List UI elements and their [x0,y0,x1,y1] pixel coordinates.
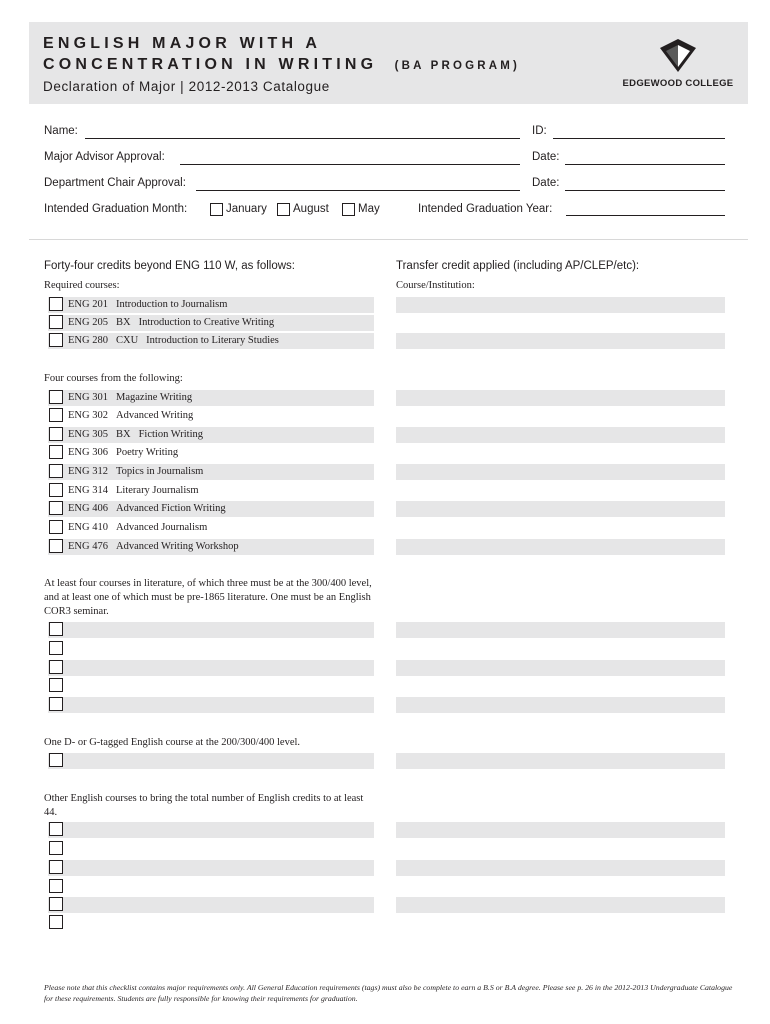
chair-date-label: Date: [532,177,560,189]
eng314-checkbox[interactable] [49,483,63,497]
other-checkbox[interactable] [49,915,63,929]
transfer-heading: Transfer credit applied (including AP/CLEP/etc): [396,260,640,272]
transfer-field[interactable] [396,660,725,676]
course-title: Advanced Writing Workshop [116,541,239,552]
course-title: Advanced Journalism [116,522,208,533]
eng301-checkbox[interactable] [49,390,63,404]
advisor-approval-field[interactable] [180,164,520,165]
chair-date-field[interactable] [565,190,725,191]
course-title: Topics in Journalism [116,466,204,477]
grad-month-label: Intended Graduation Month: [44,203,188,215]
course-title: Literary Journalism [116,485,199,496]
course-code: ENG 201 [68,299,108,310]
logo-text: EDGEWOOD COLLEGE [622,78,734,89]
course-code: ENG 410 [68,522,108,533]
transfer-field[interactable] [396,501,725,517]
eng201-checkbox[interactable] [49,297,63,311]
literature-requirement: At least four courses in literature, of which three must be at the 300/400 level, and at least one of which must be pre-1865 literature. One must be an English COR3 seminar. [44,578,372,617]
course-title: Fiction Writing [138,429,204,440]
other-row[interactable] [48,897,374,913]
course-eng302 [68,408,193,424]
college-logo [619,38,737,92]
credits-heading: Forty-four credits beyond ENG 110 W, as follows: [44,260,295,272]
course-eng301 [68,390,192,406]
other-checkbox[interactable] [49,822,63,836]
course-title: Introduction to Journalism [116,299,228,310]
course-title: Introduction to Creative Writing [138,317,275,328]
transfer-field[interactable] [396,539,725,555]
name-label: Name: [44,125,78,137]
title-line-1: ENGLISH MAJOR WITH A [43,35,322,52]
other-checkbox[interactable] [49,841,63,855]
course-title: Magazine Writing [116,392,193,403]
course-eng410 [68,520,207,536]
title-main: CONCENTRATION IN WRITING [43,56,378,73]
course-eng406 [68,501,226,517]
chair-approval-field[interactable] [196,190,520,191]
course-eng205 [68,315,274,331]
course-code: ENG 476 [68,541,108,552]
transfer-field[interactable] [396,297,725,313]
may-label: May [358,203,380,215]
course-eng476 [68,539,239,555]
course-eng306 [68,445,178,461]
literature-checkbox[interactable] [49,622,63,636]
transfer-field[interactable] [396,860,725,876]
course-eng312 [68,464,203,480]
footer-note: Please note that this checklist contains major requirements only. All General Education requirements (tags) must also be complete to earn a B.S or B.A degree. Please see p. 26 in the 2012-2013 Undergraduate Catalogue for these requirements. Students are fully responsible for knowing their requirements for graduation. [44,983,733,1003]
eng306-checkbox[interactable] [49,445,63,459]
course-code: ENG 305 [68,429,108,440]
course-eng280 [68,333,279,349]
eng312-checkbox[interactable] [49,464,63,478]
august-checkbox[interactable] [277,203,290,216]
advisor-date-label: Date: [532,151,560,163]
other-checkbox[interactable] [49,860,63,874]
title-line-2 [43,56,520,74]
eng476-checkbox[interactable] [49,539,63,553]
chair-label: Department Chair Approval: [44,177,186,189]
course-code: ENG 302 [68,410,108,421]
transfer-field[interactable] [396,697,725,713]
course-title: Poetry Writing [116,447,179,458]
literature-checkbox[interactable] [49,678,63,692]
course-tag: CXU [116,335,139,346]
course-eng201 [68,297,227,313]
other-checkbox[interactable] [49,897,63,911]
course-code: ENG 280 [68,335,108,346]
may-checkbox[interactable] [342,203,355,216]
form-header [29,22,748,104]
grad-year-label: Intended Graduation Year: [418,203,553,215]
transfer-field[interactable] [396,753,725,769]
literature-checkbox[interactable] [49,641,63,655]
advisor-label: Major Advisor Approval: [44,151,165,163]
course-code: ENG 301 [68,392,108,403]
transfer-field[interactable] [396,427,725,443]
course-code: ENG 205 [68,317,108,328]
course-title: Advanced Fiction Writing [116,503,226,514]
eng205-checkbox[interactable] [49,315,63,329]
january-checkbox[interactable] [210,203,223,216]
other-checkbox[interactable] [49,879,63,893]
eng280-checkbox[interactable] [49,333,63,347]
other-row[interactable] [48,822,374,838]
literature-row[interactable] [48,697,374,713]
course-title: Advanced Writing [116,410,194,421]
id-field[interactable] [553,138,725,139]
january-label: January [226,203,267,215]
transfer-field[interactable] [396,464,725,480]
eng406-checkbox[interactable] [49,501,63,515]
course-code: ENG 306 [68,447,108,458]
course-institution-label: Course/Institution: [396,280,475,291]
course-code: ENG 406 [68,503,108,514]
literature-checkbox[interactable] [49,697,63,711]
required-label: Required courses: [44,280,120,291]
transfer-field[interactable] [396,897,725,913]
shield-icon [657,38,699,74]
transfer-field[interactable] [396,390,725,406]
transfer-field[interactable] [396,622,725,638]
course-code: ENG 312 [68,466,108,477]
course-tag: BX [116,317,131,328]
dg-checkbox[interactable] [49,753,63,767]
id-label: ID: [532,125,547,137]
dg-row[interactable] [48,753,374,769]
section-divider [29,239,748,240]
eng410-checkbox[interactable] [49,520,63,534]
other-row[interactable] [48,860,374,876]
literature-checkbox[interactable] [49,660,63,674]
course-code: ENG 314 [68,485,108,496]
eng302-checkbox[interactable] [49,408,63,422]
advisor-date-field[interactable] [565,164,725,165]
course-title: Introduction to Literary Studies [146,335,279,346]
transfer-field[interactable] [396,333,725,349]
grad-year-field[interactable] [566,215,725,216]
course-tag: BX [116,429,131,440]
course-eng314 [68,483,199,499]
name-field[interactable] [85,138,520,139]
dg-requirement: One D- or G-tagged English course at the 200/300/400 level. [44,737,301,748]
literature-row[interactable] [48,660,374,676]
other-requirement: Other English courses to bring the total number of English credits to at least 44. [44,793,364,818]
eng305-checkbox[interactable] [49,427,63,441]
august-label: August [293,203,329,215]
transfer-field[interactable] [396,822,725,838]
literature-row[interactable] [48,622,374,638]
declaration-subtitle: Declaration of Major | 2012-2013 Catalogue [43,79,330,94]
title-program: (BA PROGRAM) [394,60,521,72]
course-eng305 [68,427,203,443]
four-courses-label: Four courses from the following: [44,373,183,384]
